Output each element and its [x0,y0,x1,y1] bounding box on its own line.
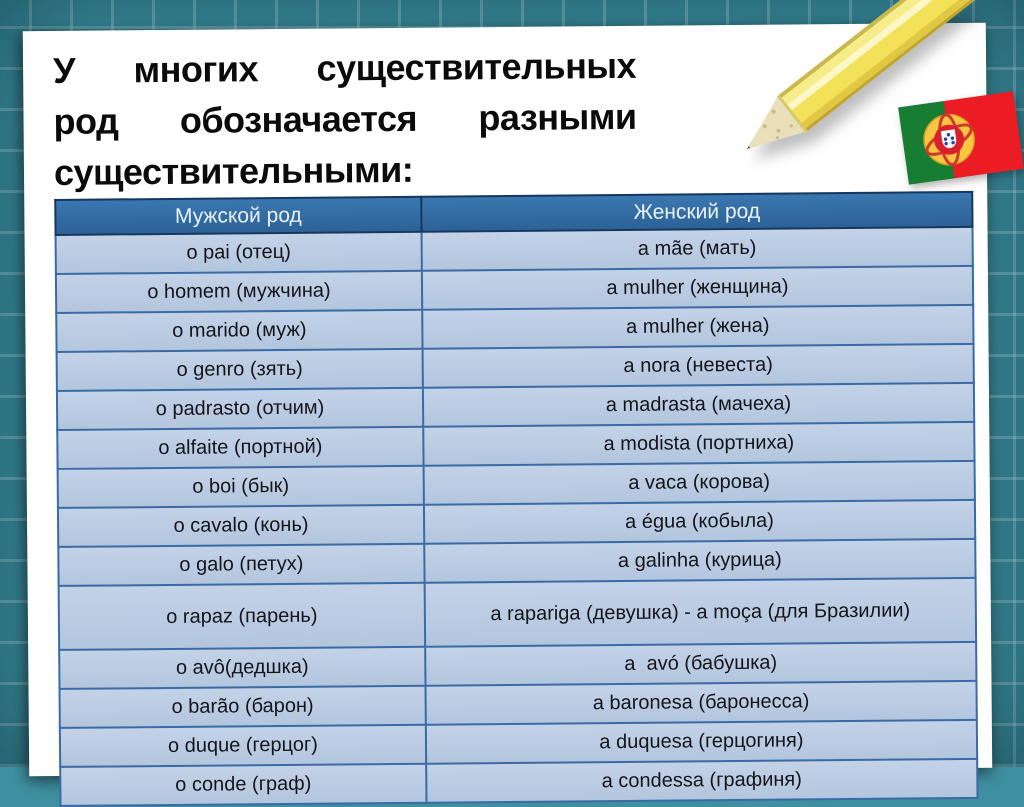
feminine-cell: a duquesa (герцогиня) [426,720,977,764]
masculine-cell: o duque (герцог) [60,725,426,767]
title-line-2: род обозначается разными [53,95,637,142]
title-line-1: У многих существительных [52,44,637,91]
feminine-cell: a avó (бабушка) [425,642,976,686]
masculine-cell: o cavalo (конь) [58,505,424,547]
feminine-cell: a vaca (корова) [423,461,974,505]
feminine-cell: a égua (кобыла) [424,500,975,544]
column-header-feminine: Женский род [421,192,972,232]
feminine-cell: a mãe (мать) [421,227,972,271]
feminine-cell: a baronesa (баронесса) [425,681,976,725]
feminine-cell: a mulher (женщина) [422,266,973,310]
masculine-cell: o barão (барон) [60,686,426,728]
feminine-cell: a rapariga (девушка) - a moça (для Бразилии) [424,578,976,647]
masculine-cell: o pai (отец) [56,232,422,274]
feminine-cell: a galinha (курица) [424,539,975,583]
feminine-cell: a mulher (жена) [422,305,973,349]
table-row [60,759,977,806]
feminine-cell: a nora (невеста) [422,344,973,388]
slide-title [53,40,637,198]
masculine-cell: o rapaz (парень) [59,583,425,650]
masculine-cell: o padrasto (отчим) [57,388,423,430]
masculine-cell: o homem (мужчина) [56,271,422,313]
portugal-flag-icon [898,91,1024,184]
masculine-cell: o alfaite (портной) [57,427,423,469]
masculine-cell: o galo (петух) [58,544,424,586]
slide-sheet [23,23,992,796]
feminine-cell: a condessa (графиня) [426,759,977,803]
masculine-cell: o marido (муж) [56,310,422,352]
masculine-cell: o boi (бык) [58,466,424,508]
table-row [59,578,977,650]
masculine-cell: o conde (граф) [60,764,426,806]
masculine-cell: o avô(дедшка) [59,647,425,689]
feminine-cell: a modista (портниха) [423,422,974,466]
gender-table [54,191,978,807]
masculine-cell: o genro (зять) [57,349,423,391]
column-header-masculine: Мужской род [55,197,421,235]
title-line-3: существительными: [53,148,414,193]
feminine-cell: a madrasta (мачеха) [423,383,974,427]
